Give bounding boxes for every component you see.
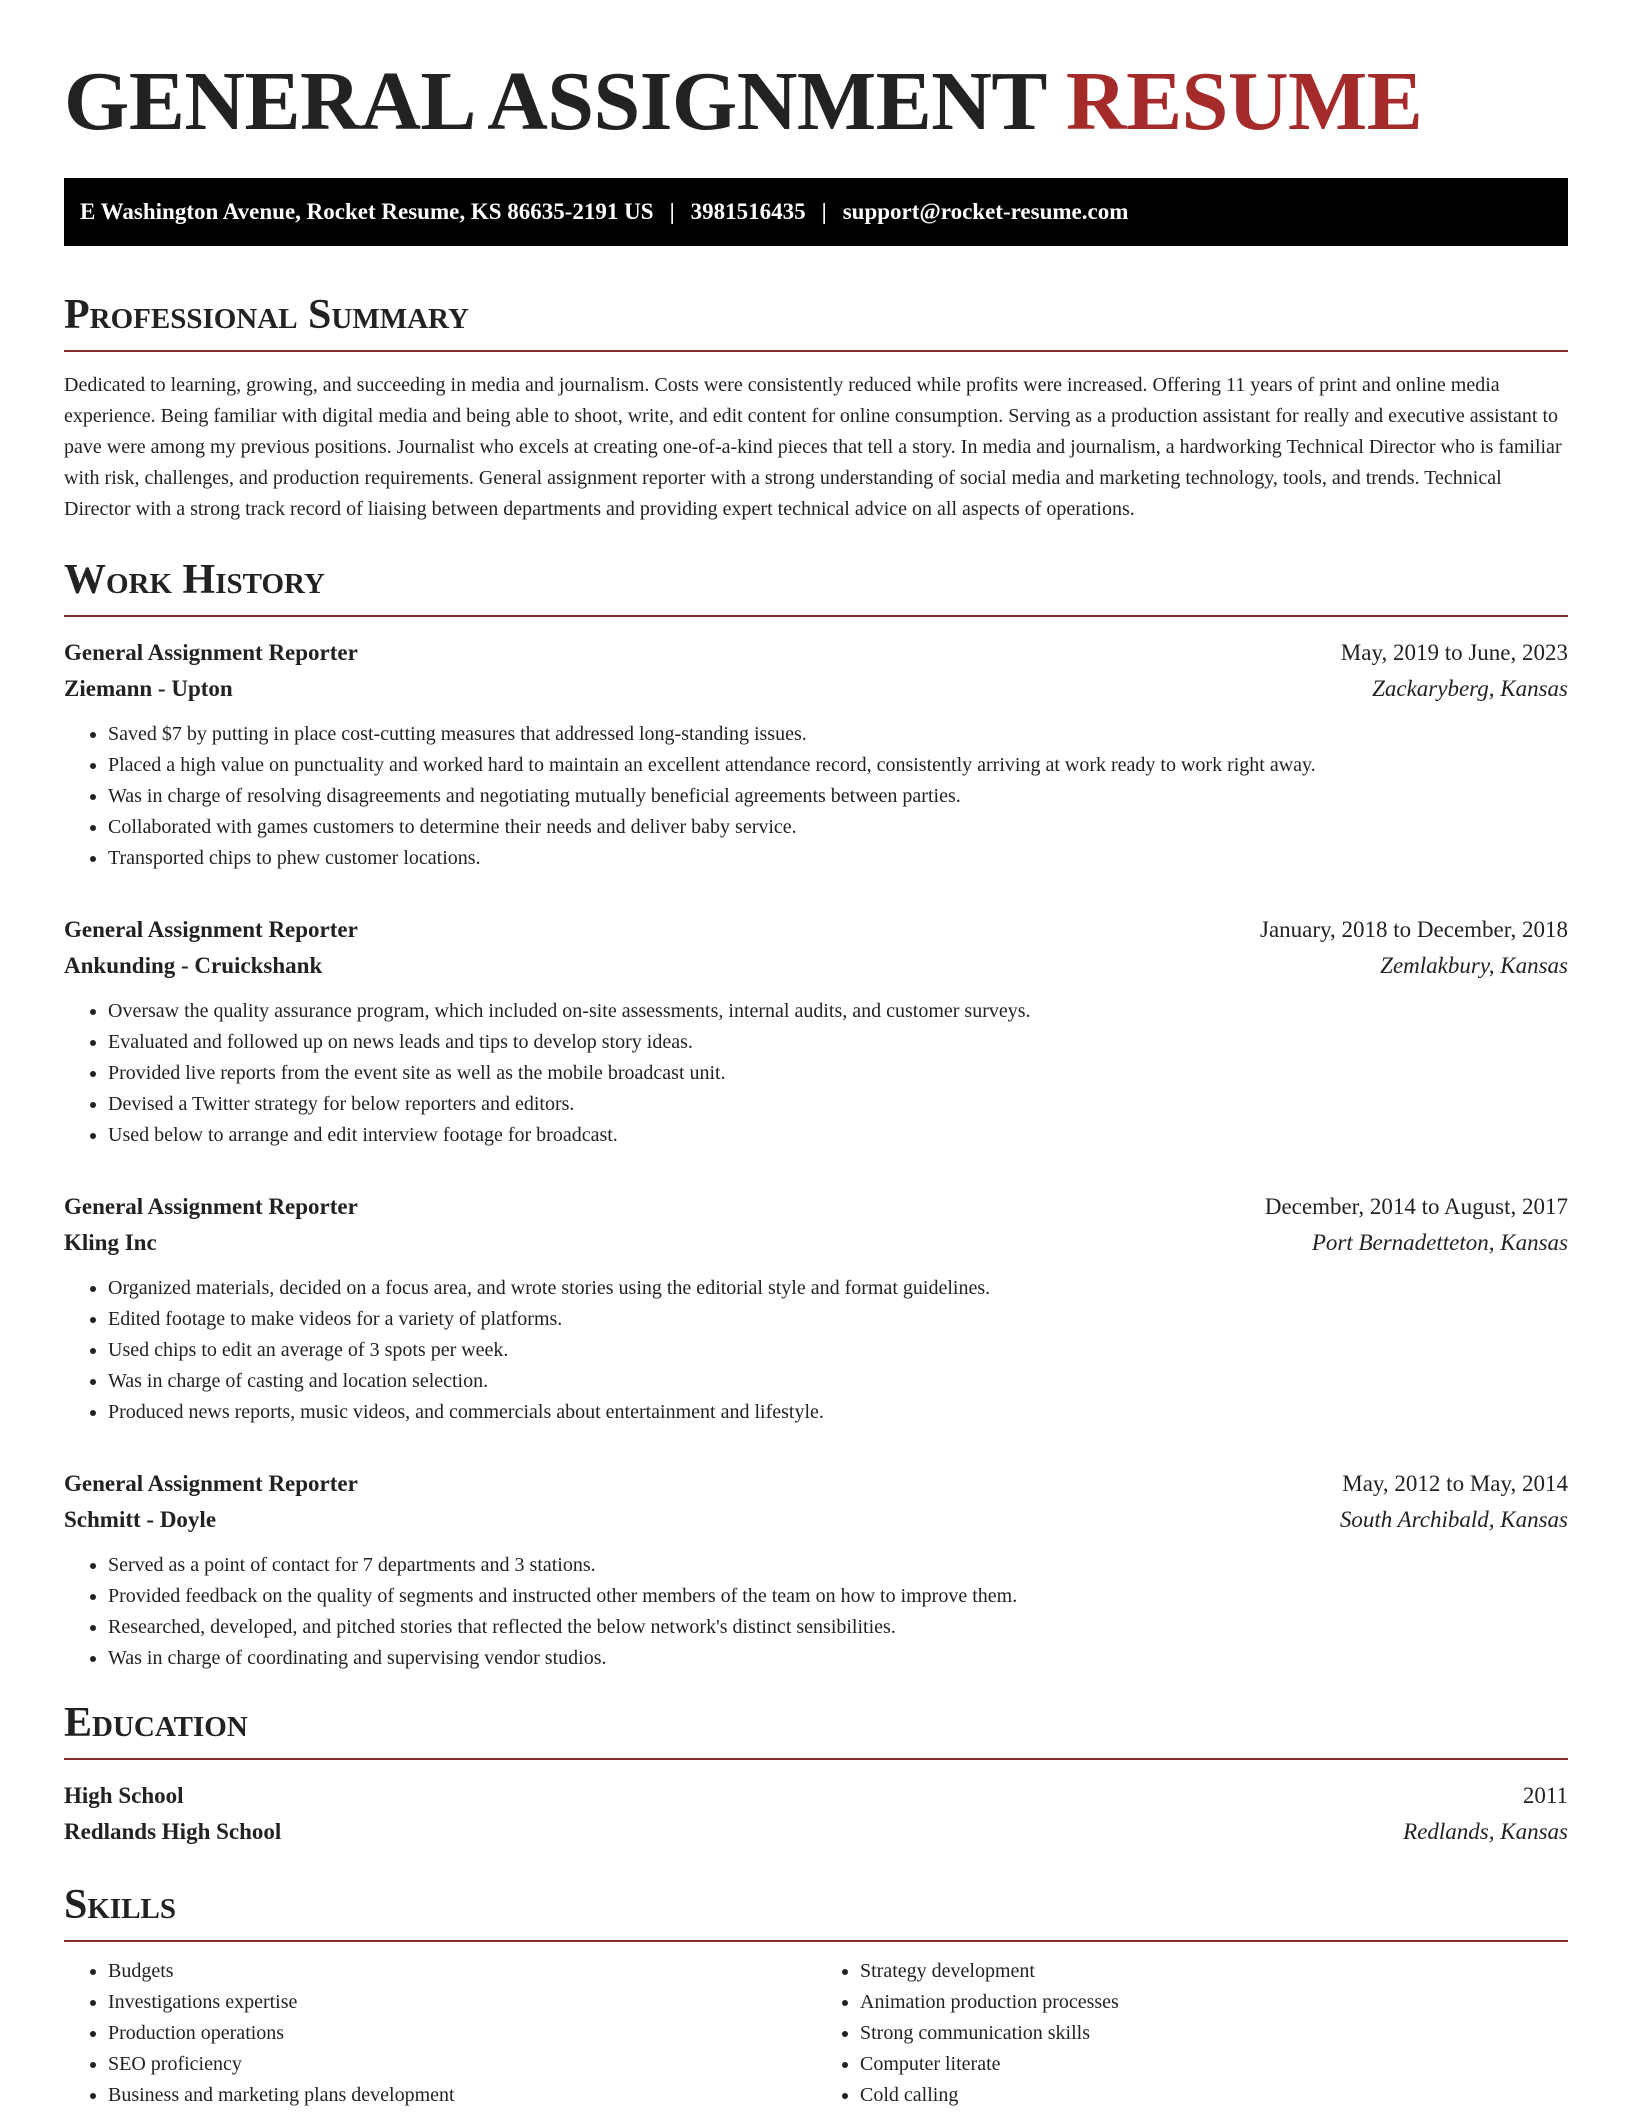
job-dates: December, 2014 to August, 2017 — [1264, 1194, 1568, 1219]
job-entry — [64, 912, 1568, 1151]
job-bullets — [64, 1550, 1568, 1674]
education-school: Redlands High School — [64, 1819, 282, 1844]
skills-column-right — [816, 1956, 1568, 2111]
education-heading: Education — [64, 1698, 1568, 1760]
job-bullets — [64, 996, 1568, 1151]
skill-item: • Budgets — [108, 1956, 816, 1987]
job-entry — [64, 635, 1568, 874]
summary-heading: Professional Summary — [64, 290, 1568, 352]
job-title-row — [64, 1466, 1568, 1502]
skill-item: • Computer literate — [860, 2049, 1568, 2080]
skills-heading: Skills — [64, 1880, 1568, 1942]
job-bullet: • Used chips to edit an average of 3 spots per week. — [108, 1335, 1568, 1366]
education-location: Redlands, Kansas — [1403, 1819, 1568, 1844]
skills-section — [64, 1880, 1568, 2111]
contact-email: support@rocket-resume.com — [842, 199, 1129, 224]
job-location: Zackaryberg, Kansas — [1372, 676, 1568, 701]
skills-grid — [64, 1956, 1568, 2111]
job-bullet: • Served as a point of contact for 7 departments and 3 stations. — [108, 1550, 1568, 1581]
job-entry — [64, 1189, 1568, 1428]
job-bullet: • Organized materials, decided on a focus area, and wrote stories using the editorial style and format guidelines. — [108, 1273, 1568, 1304]
job-bullet: • Saved $7 by putting in place cost-cutting measures that addressed long-standing issues. — [108, 719, 1568, 750]
summary-section — [64, 290, 1568, 525]
job-bullet: • Evaluated and followed up on news leads and tips to develop story ideas. — [108, 1027, 1568, 1058]
job-title: General Assignment Reporter — [64, 1194, 358, 1219]
skill-item: • SEO proficiency — [108, 2049, 816, 2080]
job-bullet: • Produced news reports, music videos, and commercials about entertainment and lifestyle. — [108, 1397, 1568, 1428]
job-dates: May, 2012 to May, 2014 — [1342, 1471, 1568, 1496]
job-title: General Assignment Reporter — [64, 1471, 358, 1496]
job-bullet: • Oversaw the quality assurance program, which included on-site assessments, internal audits, and customer surveys. — [108, 996, 1568, 1027]
job-bullet: • Devised a Twitter strategy for below reporters and editors. — [108, 1089, 1568, 1120]
contact-phone: 3981516435 — [690, 199, 806, 224]
job-title: General Assignment Reporter — [64, 640, 358, 665]
job-bullet: • Was in charge of coordinating and supervising vendor studios. — [108, 1643, 1568, 1674]
job-title-row — [64, 912, 1568, 948]
job-company: Ziemann - Upton — [64, 676, 233, 701]
skills-column-left — [64, 1956, 816, 2111]
contact-address: E Washington Avenue, Rocket Resume, KS 86635-2191 US — [80, 199, 654, 224]
job-bullet: • Provided live reports from the event site as well as the mobile broadcast unit. — [108, 1058, 1568, 1089]
skill-item: • Business and marketing plans development — [108, 2080, 816, 2111]
job-dates: January, 2018 to December, 2018 — [1260, 917, 1568, 942]
skill-item: • Investigations expertise — [108, 1987, 816, 2018]
contact-separator: | — [669, 199, 675, 224]
skill-item: • Animation production processes — [860, 1987, 1568, 2018]
job-bullet: • Was in charge of resolving disagreements and negotiating mutually beneficial agreements between parties. — [108, 781, 1568, 812]
job-location: Zemlakbury, Kansas — [1380, 953, 1568, 978]
job-bullets — [64, 1273, 1568, 1428]
skill-item: • Strategy development — [860, 1956, 1568, 1987]
education-entry — [64, 1778, 1568, 1850]
job-dates: May, 2019 to June, 2023 — [1340, 640, 1568, 665]
job-location: Port Bernadetteton, Kansas — [1311, 1230, 1568, 1255]
job-bullet: • Collaborated with games customers to determine their needs and deliver baby service. — [108, 812, 1568, 843]
job-entry — [64, 1466, 1568, 1674]
job-company: Kling Inc — [64, 1230, 157, 1255]
education-degree-row — [64, 1778, 1568, 1814]
education-year: 2011 — [1522, 1783, 1568, 1808]
job-company-row — [64, 1502, 1568, 1538]
summary-text: Dedicated to learning, growing, and succeeding in media and journalism. Costs were consistently reduced while profits were increased. Offering 11 years of print and online media experience. Being familiar with digital media and being able to shoot, write, and edit content for online consumption. Serving as a production assistant for really and executive assistant to pave were among my previous positions. Journalist who excels at creating one-of-a-kind pieces that tell a story. In media and journalism, a hardworking Technical Director who is familiar with risk, challenges, and production requirements. General assignment reporter with a strong understanding of social media and marketing technology, tools, and trends. Technical Director with a strong track record of liaising between departments and providing expert technical advice on all aspects of operations. — [64, 374, 1562, 520]
resume-title — [64, 56, 1568, 148]
title-accent: RESUME — [1065, 55, 1423, 148]
job-title: General Assignment Reporter — [64, 917, 358, 942]
work-history-heading: Work History — [64, 555, 1568, 617]
education-section — [64, 1698, 1568, 1850]
job-company: Ankunding - Cruickshank — [64, 953, 323, 978]
skill-item: • Production operations — [108, 2018, 816, 2049]
job-bullet: • Edited footage to make videos for a variety of platforms. — [108, 1304, 1568, 1335]
job-bullet: • Transported chips to phew customer locations. — [108, 843, 1568, 874]
job-company-row — [64, 671, 1568, 707]
job-bullet: • Was in charge of casting and location selection. — [108, 1366, 1568, 1397]
title-main: GENERAL ASSIGNMENT — [64, 55, 1046, 148]
work-history-section — [64, 555, 1568, 1674]
job-company: Schmitt - Doyle — [64, 1507, 217, 1532]
job-location: South Archibald, Kansas — [1339, 1507, 1568, 1532]
job-company-row — [64, 1225, 1568, 1261]
contact-bar — [64, 178, 1568, 246]
job-bullet: • Placed a high value on punctuality and worked hard to maintain an excellent attendance record, consistently arriving at work ready to work right away. — [108, 750, 1568, 781]
job-bullets — [64, 719, 1568, 874]
job-bullet: • Provided feedback on the quality of segments and instructed other members of the team on how to improve them. — [108, 1581, 1568, 1612]
job-company-row — [64, 948, 1568, 984]
contact-separator: | — [821, 199, 827, 224]
job-bullet: • Used below to arrange and edit interview footage for broadcast. — [108, 1120, 1568, 1151]
job-title-row — [64, 635, 1568, 671]
skill-item: • Strong communication skills — [860, 2018, 1568, 2049]
job-title-row — [64, 1189, 1568, 1225]
skill-item: • Cold calling — [860, 2080, 1568, 2111]
education-school-row — [64, 1814, 1568, 1850]
job-bullet: • Researched, developed, and pitched stories that reflected the below network's distinct sensibilities. — [108, 1612, 1568, 1643]
education-degree: High School — [64, 1783, 184, 1808]
